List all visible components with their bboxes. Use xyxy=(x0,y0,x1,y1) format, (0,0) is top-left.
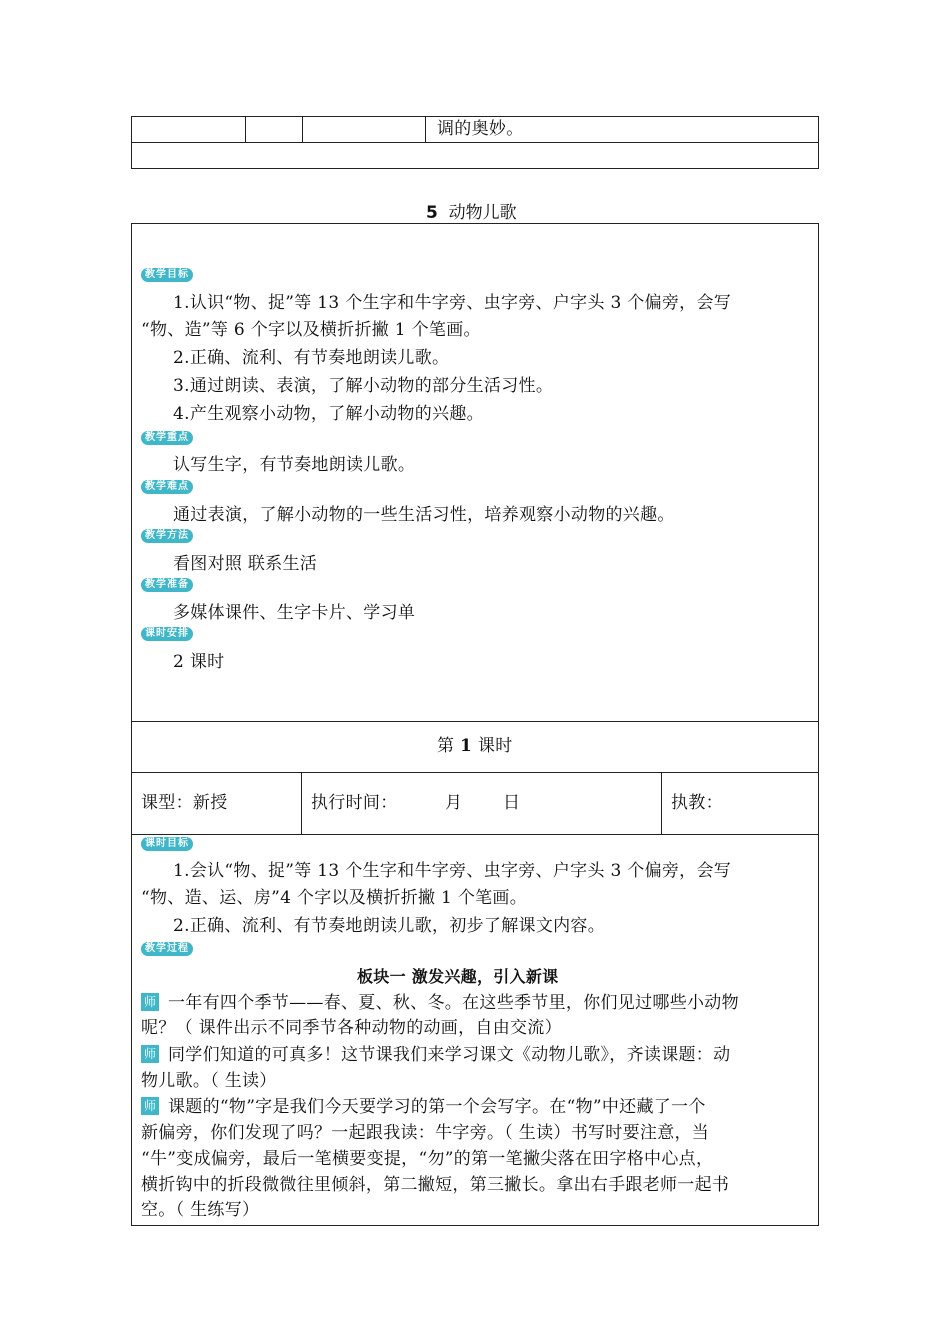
paragraph-line: 课题的“物”字是我们今天要学习的第一个会写字。在“物”中还藏了一个 xyxy=(168,1097,706,1117)
preparation-text: 多媒体课件、生字卡片、学习单 xyxy=(173,603,416,623)
badge-difficulty: 教学难点 xyxy=(141,480,193,494)
paragraph-line: 横折钩中的折段微微往里倾斜，第二撇短，第三撇长。拿出右手跟老师一起书 xyxy=(141,1175,730,1195)
objective-line: 1.认识“物、捉”等 13 个生字和牛字旁、虫字旁、户字头 3 个偏旁，会写 xyxy=(173,293,732,313)
period-suffix: 课时 xyxy=(477,736,513,756)
badge-objectives: 教学目标 xyxy=(141,268,193,282)
course-type: 课型：新授 xyxy=(141,793,228,813)
lesson-number: 5 xyxy=(426,203,438,223)
difficulty-text: 通过表演，了解小动物的一些生活习性，培养观察小动物的兴趣。 xyxy=(173,505,675,525)
block-title: 板块一 激发兴趣，引入新课 xyxy=(357,967,559,986)
badge-process: 教学过程 xyxy=(141,942,193,956)
objective-line: 2.正确、流利、有节奏地朗读儿歌。 xyxy=(173,348,450,368)
period-objective-line: 1.会认“物、捉”等 13 个生字和牛字旁、虫字旁、户字头 3 个偏旁，会写 xyxy=(173,861,732,881)
teacher-badge: 师 xyxy=(141,1097,159,1115)
period-number: 1 xyxy=(460,736,473,756)
period-objective-line: 2.正确、流利、有节奏地朗读儿歌，初步了解课文内容。 xyxy=(173,916,606,936)
objective-line: “物、造”等 6 个字以及横折折撇 1 个笔画。 xyxy=(141,320,481,340)
exec-month: 月 xyxy=(445,793,463,813)
paragraph-line: 物儿歌。（ 生读） xyxy=(141,1071,277,1091)
schedule-text: 2 课时 xyxy=(173,652,225,672)
exec-time-label: 执行时间： xyxy=(311,793,398,813)
objective-line: 4.产生观察小动物，了解小动物的兴趣。 xyxy=(173,404,484,424)
period-prefix: 第 xyxy=(437,736,455,756)
paragraph-line: 空。（ 生练写） xyxy=(141,1200,260,1220)
exec-day: 日 xyxy=(503,793,521,813)
paragraph-line: 呢？（ 课件出示不同季节各种动物的动画，自由交流） xyxy=(141,1018,562,1038)
lesson-title-text: 动物儿歌 xyxy=(448,203,517,223)
teacher-badge: 师 xyxy=(141,993,159,1011)
period-objective-line: “物、造、运、房”4 个字以及横折折撇 1 个笔画。 xyxy=(141,888,528,908)
badge-period-objectives: 课时目标 xyxy=(141,837,193,851)
badge-schedule: 课时安排 xyxy=(141,627,193,641)
teacher-label: 执教： xyxy=(671,793,723,813)
teacher-badge: 师 xyxy=(141,1045,159,1063)
period-heading xyxy=(437,735,513,757)
paragraph-line: 同学们知道的可真多！这节课我们来学习课文《动物儿歌》，齐读课题：动 xyxy=(168,1045,731,1065)
method-text: 看图对照 联系生活 xyxy=(173,554,318,574)
lesson-title xyxy=(426,198,517,223)
badge-method: 教学方法 xyxy=(141,529,193,543)
badge-key-points: 教学重点 xyxy=(141,431,193,445)
paragraph-line: “牛”变成偏旁，最后一笔横要变提，“勿”的第一笔撇尖落在田字格中心点， xyxy=(141,1149,714,1169)
continued-cell-text: 调的奥妙。 xyxy=(437,119,524,139)
badge-preparation: 教学准备 xyxy=(141,578,193,592)
paragraph-line: 一年有四个季节——春、夏、秋、冬。在这些季节里，你们见过哪些小动物 xyxy=(168,993,739,1013)
key-points-text: 认写生字，有节奏地朗读儿歌。 xyxy=(173,455,416,475)
paragraph-line: 新偏旁，你们发现了吗？一起跟我读：牛字旁。（ 生读）书写时要注意，当 xyxy=(141,1123,710,1143)
objective-line: 3.通过朗读、表演，了解小动物的部分生活习性。 xyxy=(173,376,554,396)
